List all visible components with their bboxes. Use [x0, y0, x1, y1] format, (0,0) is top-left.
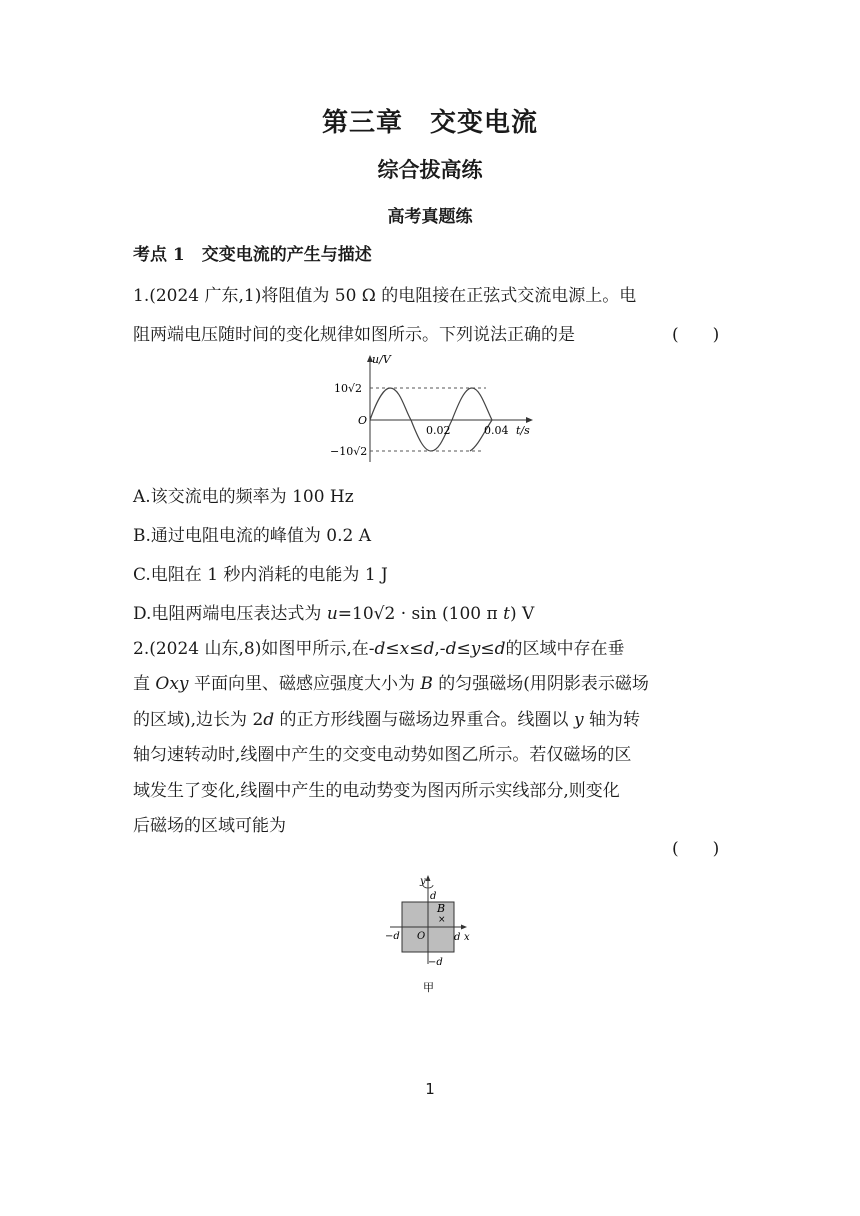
q2-line-5: 域发生了变化,线圈中产生的电动势变为图丙所示实线部分,则变化 — [133, 780, 620, 801]
fig-bottom-d-label: −d — [428, 957, 443, 968]
q2-text — [133, 632, 733, 844]
fig-B-label: B — [437, 902, 446, 915]
q2-line-1: 2.(2024 山东,8)如图甲所示,在-d≤x≤d,-d≤y≤d的区域中存在垂 — [133, 639, 625, 659]
graph-y-top-label: 10√2 — [334, 382, 363, 395]
chapter-title: 第三章 交变电流 — [321, 108, 538, 138]
q2-line-6: 后磁场的区域可能为 — [133, 816, 286, 837]
q1-voltage-graph — [328, 352, 538, 467]
q2-answer-paren: ( ) — [672, 839, 720, 859]
q1-option-c: C.电阻在 1 秒内消耗的电能为 1 J — [133, 565, 388, 585]
page-number: 1 — [425, 1080, 435, 1098]
graph-origin-label: O — [358, 414, 368, 427]
fig-origin-label: O — [417, 931, 426, 942]
q2-line-3: 的区域),边长为 2d 的正方形线圈与磁场边界重合。线圈以 y 轴为转 — [133, 709, 640, 730]
q1-line-1: 1.(2024 广东,1)将阻值为 50 Ω 的电阻接在正弦式交流电源上。电 — [133, 286, 637, 306]
q1-option-b: B.通过电阻电流的峰值为 0.2 A — [133, 526, 372, 546]
topic-heading: 考点 1 交变电流的产生与描述 — [133, 245, 372, 265]
q1-answer-paren: ( ) — [672, 325, 720, 345]
q2-figure-jia — [380, 872, 480, 997]
fig-y-label: y — [420, 876, 426, 887]
q2-line-2: 直 Oxy 平面向里、磁感应强度大小为 B 的匀强磁场(用阴影表示磁场 — [133, 674, 649, 695]
graph-x-tick-1: 0.02 — [426, 424, 451, 437]
q1-line-2: 阻两端电压随时间的变化规律如图所示。下列说法正确的是 — [133, 325, 575, 345]
q1-option-d: D.电阻两端电压表达式为 u=10√2 · sin (100 π t) V — [133, 604, 535, 624]
q1-option-a: A.该交流电的频率为 100 Hz — [133, 487, 354, 507]
graph-x-tick-2: 0.04 — [484, 424, 509, 437]
fig-left-d-label: −d — [385, 931, 400, 942]
graph-x-axis-label: t/s — [516, 424, 530, 437]
fig-right-d-label: d — [454, 932, 461, 943]
fig-cross-mark: × — [438, 915, 446, 925]
graph-y-bottom-label: −10√2 — [330, 445, 368, 458]
section-title: 高考真题练 — [387, 207, 473, 227]
fig-top-d-label: d — [430, 891, 437, 902]
fig-x-label: x — [464, 932, 470, 943]
subtitle: 综合拔高练 — [377, 157, 483, 182]
graph-y-axis-label: u/V — [372, 353, 391, 366]
q2-line-4: 轴匀速转动时,线圈中产生的交变电动势如图乙所示。若仅磁场的区 — [133, 745, 632, 766]
fig-caption: 甲 — [423, 981, 434, 994]
